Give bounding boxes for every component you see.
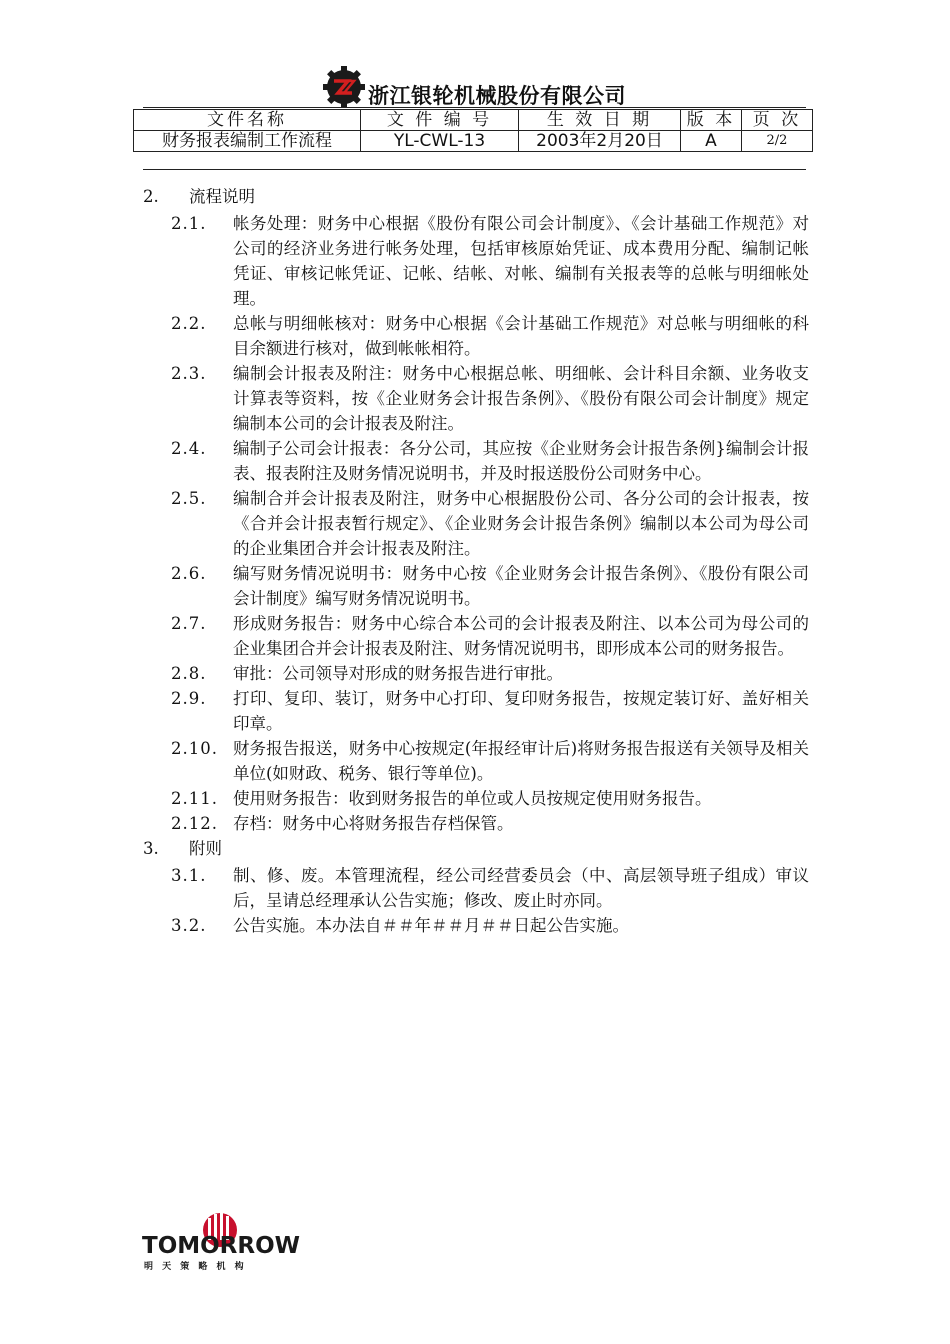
item-number: 2.5.: [171, 489, 207, 508]
list-item: [171, 661, 809, 686]
value-page: 2/2: [742, 131, 813, 152]
list-item: [171, 486, 809, 561]
item-number: 2.12.: [171, 814, 218, 833]
item-number: 2.9.: [171, 689, 207, 708]
value-effective-date: 2003年2月20日: [519, 131, 681, 152]
list-item: [171, 611, 809, 661]
section-heading: [143, 836, 809, 861]
header-file-number: 文 件 编 号: [361, 110, 519, 131]
document-info-table: [133, 109, 813, 152]
table-value-row: [134, 131, 813, 152]
item-number: 2.11.: [171, 789, 218, 808]
item-number: 2.6.: [171, 564, 207, 583]
item-number: 2.1.: [171, 214, 207, 233]
item-number: 2.8.: [171, 664, 207, 683]
footer-logo-text: TOMORROW: [142, 1233, 301, 1259]
list-item: [171, 736, 809, 786]
header-bottom-rule: [143, 169, 806, 170]
item-text: 帐务处理：财务中心根据《股份有限公司会计制度》、《会计基础工作规范》对公司的经济业务进行帐务处理，包括审核原始凭证、成本费用分配、编制记帐凭证、审核记帐凭证、记帐、结帐、对帐、编制有关报表等的总帐与明细帐处理。: [233, 214, 809, 308]
item-number: 2.2.: [171, 314, 207, 333]
item-text: 形成财务报告：财务中心综合本公司的会计报表及附注、以本公司为母公司的企业集团合并会计报表及附注、财务情况说明书，即形成本公司的财务报告。: [233, 614, 809, 658]
list-item: [171, 561, 809, 611]
item-text: 使用财务报告：收到财务报告的单位或人员按规定使用财务报告。: [233, 789, 712, 808]
company-name: 浙江银轮机械股份有限公司: [368, 84, 626, 108]
item-number: 2.3.: [171, 364, 207, 383]
list-item: [171, 361, 809, 436]
item-text: 编制子公司会计报表：各分公司，其应按《企业财务会计报告条例}编制会计报表、报表附注及财务情况说明书，并及时报送股份公司财务中心。: [233, 439, 809, 483]
item-text: 编写财务情况说明书：财务中心按《企业财务会计报告条例》、《股份有限公司会计制度》编写财务情况说明书。: [233, 564, 809, 608]
footer-logo-subtitle: 明 天 策 略 机 构: [144, 1262, 247, 1272]
value-file-name: 财务报表编制工作流程: [134, 131, 361, 152]
list-item: [171, 311, 809, 361]
list-item: [171, 786, 809, 811]
header-file-name: 文件名称: [134, 110, 361, 131]
document-body: [143, 184, 809, 938]
header-page: 页 次: [742, 110, 813, 131]
item-text: 财务报告报送，财务中心按规定(年报经审计后)将财务报告报送有关领导及相关单位(如财政、税务、银行等单位)。: [233, 739, 809, 783]
item-text: 编制会计报表及附注：财务中心根据总帐、明细帐、会计科目余额、业务收支计算表等资料，按《企业财务会计报告条例》、《股份有限公司会计制度》规定编制本公司的会计报表及附注。: [233, 364, 809, 433]
item-text: 编制合并会计报表及附注，财务中心根据股份公司、各分公司的会计报表，按《合并会计报表暂行规定》、《企业财务会计报告条例》编制以本公司为母公司的企业集团合并会计报表及附注。: [233, 489, 809, 558]
header-version: 版 本: [681, 110, 742, 131]
tomorrow-logo-icon: [140, 1210, 305, 1272]
list-item: [171, 211, 809, 311]
list-item: [171, 436, 809, 486]
table-header-row: [134, 110, 813, 131]
section-title: 流程说明: [189, 187, 255, 206]
section-number: 3.: [143, 839, 159, 858]
list-item: [171, 913, 809, 938]
company-header: [322, 64, 626, 110]
value-version: A: [681, 131, 742, 152]
item-text: 审批：公司领导对形成的财务报告进行审批。: [233, 664, 563, 683]
section-heading: [143, 184, 809, 209]
item-number: 3.1.: [171, 866, 207, 885]
item-text: 公告实施。本办法自＃＃年＃＃月＃＃日起公告实施。: [233, 916, 629, 935]
item-text: 存档：财务中心将财务报告存档保管。: [233, 814, 514, 833]
section-number: 2.: [143, 187, 159, 206]
value-file-number: YL-CWL-13: [361, 131, 519, 152]
item-number: 2.4.: [171, 439, 207, 458]
list-item: [171, 686, 809, 736]
header-effective-date: 生 效 日 期: [519, 110, 681, 131]
list-item: [171, 863, 809, 913]
item-number: 2.10.: [171, 739, 218, 758]
item-text: 制、修、废。本管理流程，经公司经营委员会（中、高层领导班子组成）审议后，呈请总经理承认公告实施；修改、废止时亦同。: [233, 866, 809, 910]
company-logo-icon: [322, 65, 366, 109]
list-item: [171, 811, 809, 836]
section-title: 附则: [189, 839, 222, 858]
item-number: 2.7.: [171, 614, 207, 633]
item-text: 打印、复印、装订，财务中心打印、复印财务报告，按规定装订好、盖好相关印章。: [233, 689, 809, 733]
item-text: 总帐与明细帐核对：财务中心根据《会计基础工作规范》对总帐与明细帐的科目余额进行核对，做到帐帐相符。: [233, 314, 809, 358]
header-top-rule: [143, 107, 806, 108]
item-number: 3.2.: [171, 916, 207, 935]
